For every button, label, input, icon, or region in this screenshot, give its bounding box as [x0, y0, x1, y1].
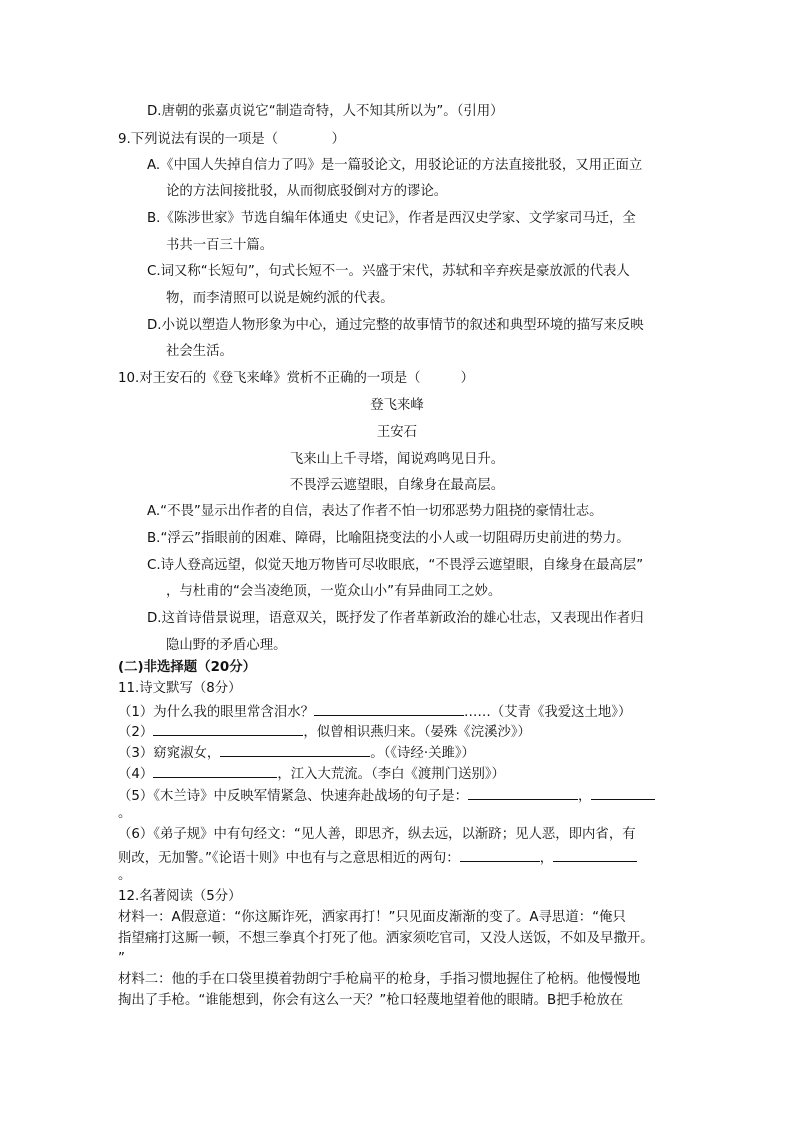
q11-item5-end: 。 [118, 806, 132, 821]
q11-item3-source: 。（《诗经·关雎》） [370, 746, 475, 761]
answer-blank-6a[interactable] [460, 847, 540, 862]
q9-option-c-line1: C.词又称“长短句”，句式长短不一。兴盛于宋代，苏轼和辛弃疾是豪放派的代表人 [147, 264, 630, 279]
q11-item5-prompt: （5）《木兰诗》中反映军情紧急、快速奔赴战场的句子是： [118, 789, 468, 804]
q11-item6-line1: （6）《弟子规》中有句经文：“见人善，即思齐，纵去远，以渐跻；见人恶，即内省，有 [118, 827, 636, 842]
q10-option-c-line2: ，与杜甫的“会当凌绝顶，一览众山小”有异曲同工之妙。 [166, 584, 502, 599]
q11-item-3 [118, 742, 475, 763]
answer-blank-5a[interactable] [468, 785, 578, 800]
poem-author: 王安石 [376, 425, 418, 440]
answer-blank-3[interactable] [220, 742, 370, 757]
q11-item-5 [118, 785, 655, 806]
q11-item6-end: 。 [118, 868, 132, 883]
q9-option-b-line1: B.《陈涉世家》节选自编年体通史《史记》，作者是西汉史学家、文学家司马迁，全 [147, 211, 636, 226]
answer-blank-1[interactable] [314, 701, 464, 716]
q10-option-b: B.“浮云”指眼前的困难、障碍，比喻阻挠变法的小人或一切阻碍历史前进的势力。 [147, 531, 630, 546]
q11-item2-num: （2） [118, 725, 154, 740]
q10-option-a: A.“不畏”显示出作者的自信，表达了作者不怕一切邪恶势力阻挠的豪情壮志。 [147, 504, 603, 519]
poem-line-1: 飞来山上千寻塔，闻说鸡鸣见日升。 [289, 452, 505, 467]
q11-item-4 [118, 763, 505, 784]
q11-item6-separator: ， [539, 851, 554, 866]
answer-blank-2[interactable] [153, 721, 303, 736]
q10-option-d-line2: 隐山野的矛盾心理。 [166, 638, 287, 653]
q8-option-d: D.唐朝的张嘉贞说它“制造奇特，人不知其所以为”。（引用） [147, 104, 504, 119]
q11-item4-source: ，江入大荒流。（李白《渡荆门送别》） [277, 767, 505, 782]
q12-stem: 12.名著阅读（5分） [118, 889, 242, 904]
q11-item6-prompt: 则改，无加警。”《论语十则》中也有与之意思相近的两句： [118, 851, 460, 866]
poem-title: 登飞来峰 [370, 398, 424, 413]
q11-item3-prompt: （3）窈窕淑女， [118, 746, 221, 761]
poem-line-2: 不畏浮云遮望眼，自缘身在最高层。 [289, 478, 505, 493]
q9-option-b-line2: 书共一百三十篇。 [166, 238, 274, 253]
q11-item1-prompt: （1）为什么我的眼里常含泪水？ [118, 705, 314, 720]
q11-stem: 11.诗文默写（8分） [118, 681, 242, 696]
q9-option-d-line1: D.小说以塑造人物形象为中心，通过完整的故事情节的叙述和典型环境的描写来反映 [147, 318, 644, 333]
q11-item1-source: ……（艾青《我爱这土地》） [464, 705, 632, 720]
q12-material1-line1: 材料一：A假意道：“你这厮诈死，洒家再打！”只见面皮渐渐的变了。A寻思道：“俺只 [118, 910, 626, 925]
q9-option-d-line2: 社会生活。 [166, 344, 233, 359]
q11-item-6-line2 [118, 847, 637, 868]
q12-material1-line2: 指望痛打这厮一顿，不想三拳真个打死了他。洒家须吃官司，又没人送饭，不如及早撒开。 [118, 931, 654, 946]
q11-item4-num: （4） [118, 767, 154, 782]
q10-stem: 10.对王安石的《登飞来峰》赏析不正确的一项是（ ） [118, 371, 475, 386]
q11-item-1 [118, 701, 631, 722]
q10-option-d-line1: D.这首诗借景说理，语意双关，既抒发了作者革新政治的雄心壮志，又表现出作者归 [147, 611, 644, 626]
q10-option-c-line1: C.诗人登高远望，似觉天地万物皆可尽收眼底，“不畏浮云遮望眼，自缘身在最高层” [147, 558, 644, 573]
q9-option-a-line2: 论的方法间接批驳，从而彻底驳倒对方的谬论。 [166, 184, 448, 199]
answer-blank-5b[interactable] [591, 785, 655, 800]
q9-option-a-line1: A.《中国人失掉自信力了吗》是一篇驳论文，用驳论证的方法直接批驳，又用正面立 [147, 158, 643, 173]
q12-material1-line3: ” [118, 951, 125, 966]
q9-stem: 9.下列说法有误的一项是（ ） [118, 132, 346, 147]
q9-option-c-line2: 物，而李清照可以说是婉约派的代表。 [166, 291, 394, 306]
q12-material2-line1: 材料二：他的手在口袋里摸着勃朗宁手枪扁平的枪身，手指习惯地握住了枪柄。他慢慢地 [118, 972, 641, 987]
q11-item5-separator: ， [577, 789, 592, 804]
answer-blank-4[interactable] [153, 763, 277, 778]
answer-blank-6b[interactable] [553, 847, 637, 862]
q11-item2-source: ，似曾相识燕归来。（晏殊《浣溪沙》） [303, 725, 531, 740]
section-heading-non-choice: (二)非选择题（20分） [118, 660, 256, 675]
q12-material2-line2: 掏出了手枪。“谁能想到，你会有这么一天？”枪口轻蔑地望着他的眼睛。B把手枪放在 [118, 993, 624, 1008]
q11-item-2 [118, 721, 531, 742]
